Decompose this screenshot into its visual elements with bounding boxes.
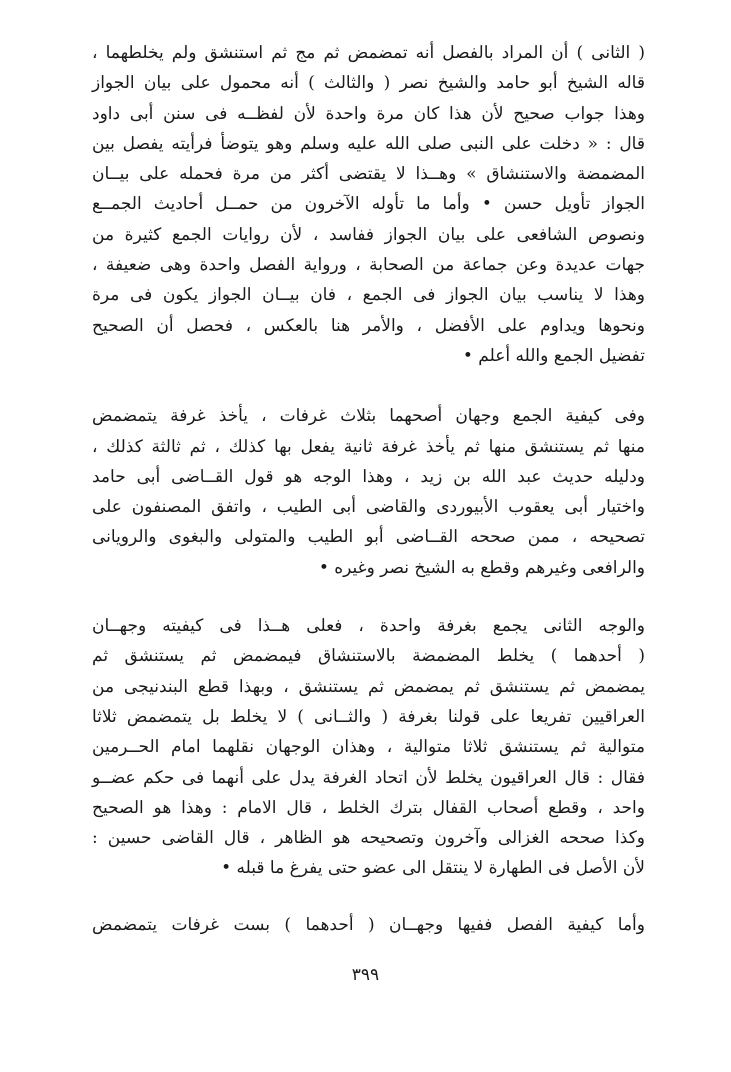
text-line: لأن الأصل فى الطهارة لا ينتقل الى عضو حتى يفرغ ما قبله •: [221, 858, 645, 879]
text-line: العراقيين تفريعا على قولنا بغرفة ( والثــانى ) لا يخلط بل يتمضمض ثلاثا: [92, 706, 645, 727]
text-line: ونحوها ويداوم على الأفضل ، والأمر هنا بالعكس ، فحصل أن الصحيح: [92, 315, 645, 336]
text-line: ( أحدهما ) يخلط المضمضة بالاستنشاق فيمضمض ثم يستنشق ثم: [92, 646, 645, 667]
text-line: يمضمض ثم يستنشق ثم يمضمض ثم يستنشق ، وبهذا قطع البندنيجى من: [92, 676, 645, 697]
text-line: والوجه الثانى يجمع بغرفة واحدة ، فعلى هــذا فى كيفيته وجهــان: [92, 616, 645, 637]
text-line: وفى كيفية الجمع وجهان أصحهما بثلاث غرفات ، يأخذ غرفة يتمضمض: [92, 406, 645, 427]
text-line: الجواز تأويل حسن • وأما ما تأوله الآخرون من حمــل أحاديث الجمــع: [92, 194, 645, 215]
text-line: جهات عديدة وعن جماعة من الصحابة ، ورواية الفصل واحدة وهى ضعيفة ،: [92, 255, 645, 276]
text-line: وكذا صححه الغزالى وآخرون وتصحيحه هو الظاهر ، قال القاضى حسين :: [92, 828, 645, 849]
paragraph-3: [92, 611, 645, 884]
text-line: متوالية ثم يستنشق ثلاثا متوالية ، وهذان الوجهان نقلهما امام الحــرمين: [92, 737, 645, 758]
text-line: واحد ، وقطع أصحاب القفال بترك الخلط ، قال الامام : وهذا هو الصحيح: [92, 797, 645, 818]
page-number: ٣٩٩: [351, 965, 380, 985]
book-page-text: [92, 38, 645, 940]
paragraph-2: [92, 401, 645, 583]
text-line: واختيار أبى يعقوب الأبيوردى والقاضى أبى الطيب ، واتفق المصنفون على: [92, 497, 645, 518]
text-line: وهذا لا يناسب بيان الجواز فى الجمع ، فان بيــان الجواز يكون فى مرة: [92, 285, 645, 306]
text-line: المضمضة والاستنشاق » وهــذا لا يقتضى أكثر من مرة فحمله على بيــان: [92, 164, 645, 185]
paragraph-1: [92, 38, 645, 371]
text-line: تفضيل الجمع والله أعلم •: [462, 345, 645, 366]
text-line: وأما كيفية الفصل ففيها وجهــان ( أحدهما ) بست غرفات يتمضمض: [92, 914, 645, 935]
text-line: قاله الشيخ أبو حامد والشيخ نصر ( والثالث ) أنه محمول على بيان الجواز: [92, 73, 645, 94]
text-line: قال : « دخلت على النبى صلى الله عليه وسلم وهو يتوضأ فرأيته يفصل بين: [92, 133, 645, 154]
text-line: ( الثانى ) أن المراد بالفصل أنه تمضمض ثم مج ثم استنشق ولم يخلطهما ،: [92, 43, 645, 63]
paragraph-4: [92, 910, 645, 940]
text-line: ونصوص الشافعى على بيان الجواز ففاسد ، لأن روايات الجمع كثيرة من: [92, 224, 645, 245]
text-line: وهذا جواب صحيح لأن هذا كان مرة واحدة لأن لفظــه فى سنن أبى داود: [92, 103, 645, 124]
text-line: فقال : قال العراقيون يخلط لأن اتحاد الغرفة يدل على أنهما فى حكم عضــو: [92, 767, 645, 788]
text-line: منها ثم يستنشق منها ثم يأخذ غرفة ثانية يفعل بها كذلك ، ثم ثالثة كذلك ،: [92, 436, 645, 457]
text-line: تصحيحه ، ممن صححه القــاضى أبو الطيب والمتولى والبغوى والرويانى: [92, 527, 645, 548]
text-line: ودليله حديث عبد الله بن زيد ، وهذا الوجه هو قول القــاضى أبى حامد: [92, 466, 645, 487]
text-line: والرافعى وغيرهم وقطع به الشيخ نصر وغيره •: [318, 557, 645, 578]
